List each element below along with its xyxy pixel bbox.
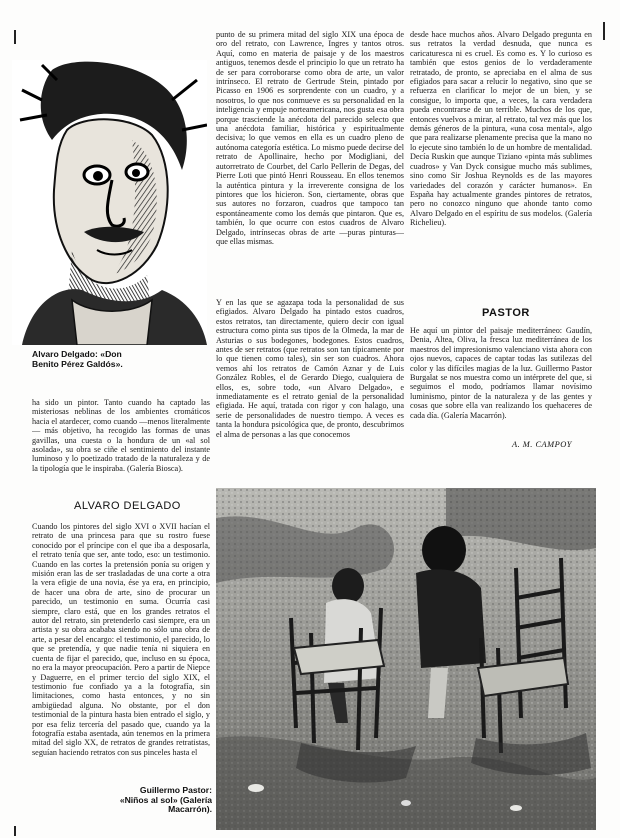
caption-pastor: Guillermo Pastor: «Niños al sol» (Galería Macarrón).	[119, 786, 212, 815]
top-marker-right	[603, 22, 605, 40]
right-column-pastor-article: He aquí un pintor del paisaje mediterráneo: Gaudín, Denia, Altea, Oliva, la fresca luz mediterránea de los maestros del impresionismo valenciano vista ahora con ojos nuevos, capaces de captar todas las sutilezas del color y las difíciles magias de la luz. Guillermo Pastor Burgalat se nos muestra como un intérprete del que, si seguimos el modo, podríamos llamar novísimo luminismo, pintor de la naturaleza y de las gentes y cosas que sobre ella van realizando los quehaceres de cada día. (Galería Macarrón).	[410, 326, 592, 420]
right-column-text-top: desde hace muchos años. Alvaro Delgado pregunta en sus retratos la verdad desnuda, que nunca es caricaturesca ni es cruel. Es como es. Y lo curioso es también que estos genios de lo verdaderamente retratado, de pronto, se apreciaba en el alma de sus efigiados para sacar a relucir lo negativo, sino que se refuerza en clarificar lo mejor de un bien, y se consigue, lo importa que, a veces, la cara verdadera pueda encontrarse de un terrible. Muchos de los que, entonces vuelvos a mirar, al retrato, tal vez más que los demás géneros de la pintura, «una cosa mental», algo que para realizarse plenamente precisa que la mano no lo ejecute sino también lo de un hombre de mentalidad. Decía Ruskin que aunque Tiziano «pinta más sublimes cuadros» y Van Dyck consigue mucho más sublimes, sino como Sir Joshua Reynolds es de las mayores variedades del corazón y carácter humanos». En España hay actualmente grandes pintores de retratos, pero no conozco ninguno que ahonde tanto como Alvaro Delgado en el espíritu de sus modelos. (Galería Richelieu).	[410, 30, 592, 228]
top-marker-left	[14, 30, 16, 44]
left-column-text-top: ha sido un pintor. Tanto cuando ha captado las misteriosas neblinas de los ambientes cromáticos hacia el atardecer, como cuando —menos literalmente— más objetivo, ha recogido las formas de unas gavillas, una cuesta o la hondura de un «al sol asolada», su obra se ciñe el sentimiento del instante luminoso y lo poetizado tratado de la naturaleza y de la tipología que le inspiraba. (Galería Biosca).	[32, 398, 210, 473]
heading-pastor: PASTOR	[482, 307, 530, 319]
galdos-sketch-svg	[12, 60, 207, 345]
middle-column-text-bottom: Y en las que se agazapa toda la personalidad de sus efigiados. Alvaro Delgado ha pintado estos cuadros, estos retratos, tan directamente, quiero decir con igual estructura como pinta sus tipos de la Olmeda, la mar de Asturias o sus bodegones, bodegones. Estos cuadros, antes de ser retratos (que retratos son tan típicamente por lo que tienen como tales), sin ser son cuadros. Ahora vemos ahí los retratos de Camón Aznar y de Luis González Robles, el de Gerardo Diego, cualquiera de ellos, es, sobre todo, «un Alvaro Delgado», e inmediatamente es el retrato genial de la personalidad efigiada. He aquí, tratada con rigor y con halago, una serie de personalidades de nuestro tiempo. A veces es tanta la hondura psicológica que, de pronto, descubrimos el alma de personas a las que conocemos	[216, 298, 404, 439]
galdos-portrait-drawing	[12, 60, 207, 345]
left-column-delgado-article: Cuando los pintores del siglo XVI o XVII hacían el retrato de una princesa para que su rostro fuese conocido por el príncipe con el que iba a desposarla, el retrato tenía que ser, ante todo, eso: un testimonio. Cuando en las cortes la pretensión ponía su origen y misión eran las de ser trasladadas de una corte a otra la vera efigie de una novia, ése ya era, en principio, de hacer una obra de arte, sino de procurar un parecido, un testimonio en suma. Ocurría casi siempre, claro está, que en los grandes retratos el autor del retrato, sin pretenderlo casi siempre, era un artista y su obra acababa siendo no sólo una obra de arte, a pesar del encargo: el testimonio, el parecido, lo que se pretendía, y que nadie tenía ni siquiera en cuenta de fijar el parecido, que, incluso en su época, no era la mayor preocupación. Pero a partir de Niepce y Daguerre, en el primer tercio del siglo XIX, el testimonio fue confiado ya a la fotografía, sin limitaciones, como hasta entonces, y no sin ambigüedad alguna. No obstante, por el don testimonial de la pintura hasta bien entrado el siglo, y por esa feliz tercería del pasado que, cuando ya la fotografía estaba asentada, aún tenemos en la primera mitad del siglo XX, de retratos de grandes retratistas, seguían haciendo retratos con sus pinceles hasta el	[32, 522, 210, 757]
caption-delgado: Alvaro Delgado: «Don Benito Pérez Galdós».	[32, 350, 123, 369]
ninos-photo-svg	[216, 488, 596, 830]
author-signature: A. M. CAMPOY	[512, 440, 572, 449]
middle-column-text-top: punto de su primera mitad del siglo XIX una época de oro del retrato, con Lawrence, Ingres y tantos otros. Aquí, como en materia de paisaje y de los maestros antiguos, tenemos desde el principio lo que un retrato ha de ser para corroborarse como obra de arte, un valor intrínseco. El retrato de Gertrude Stein, pintado por Picasso en 1906 es sorprendente con un cuadro, y a nosotros, lo que nos conmueve es su personalidad en la inteligencia y empuje norteamericana, nos gusta esa obra porque trasciende la anécdota del parecido selecto que una anécdota familiar, histórica y espiritualmente decisiva; lo que vemos en ella es un cuadro pleno de autónoma categoría estética. Lo mismo puede decirse del retrato de Apollinaire, hecho por Modigliani, del autorretrato de Courbet, del Carlo Pellerin de Degas, del Pierre Loti que pintó Henri Rousseau. En ellos tenemos la auténtica pintura y la irreverente consigna de los pintores que los hicieron. Son, ciertamente, obras que sus autores no forzaron, cuadros que tampoco tan espontáneamente como los demás que pintaron. Que es, también, lo que ocurre con estos cuadros de Alvaro Delgado, intrínsecas obras de arte —puras pinturas— que ellas mismas.	[216, 30, 404, 246]
heading-alvaro-delgado: ALVARO DELGADO	[74, 500, 181, 512]
ninos-al-sol-photo	[216, 488, 596, 830]
bottom-marker	[14, 826, 16, 836]
